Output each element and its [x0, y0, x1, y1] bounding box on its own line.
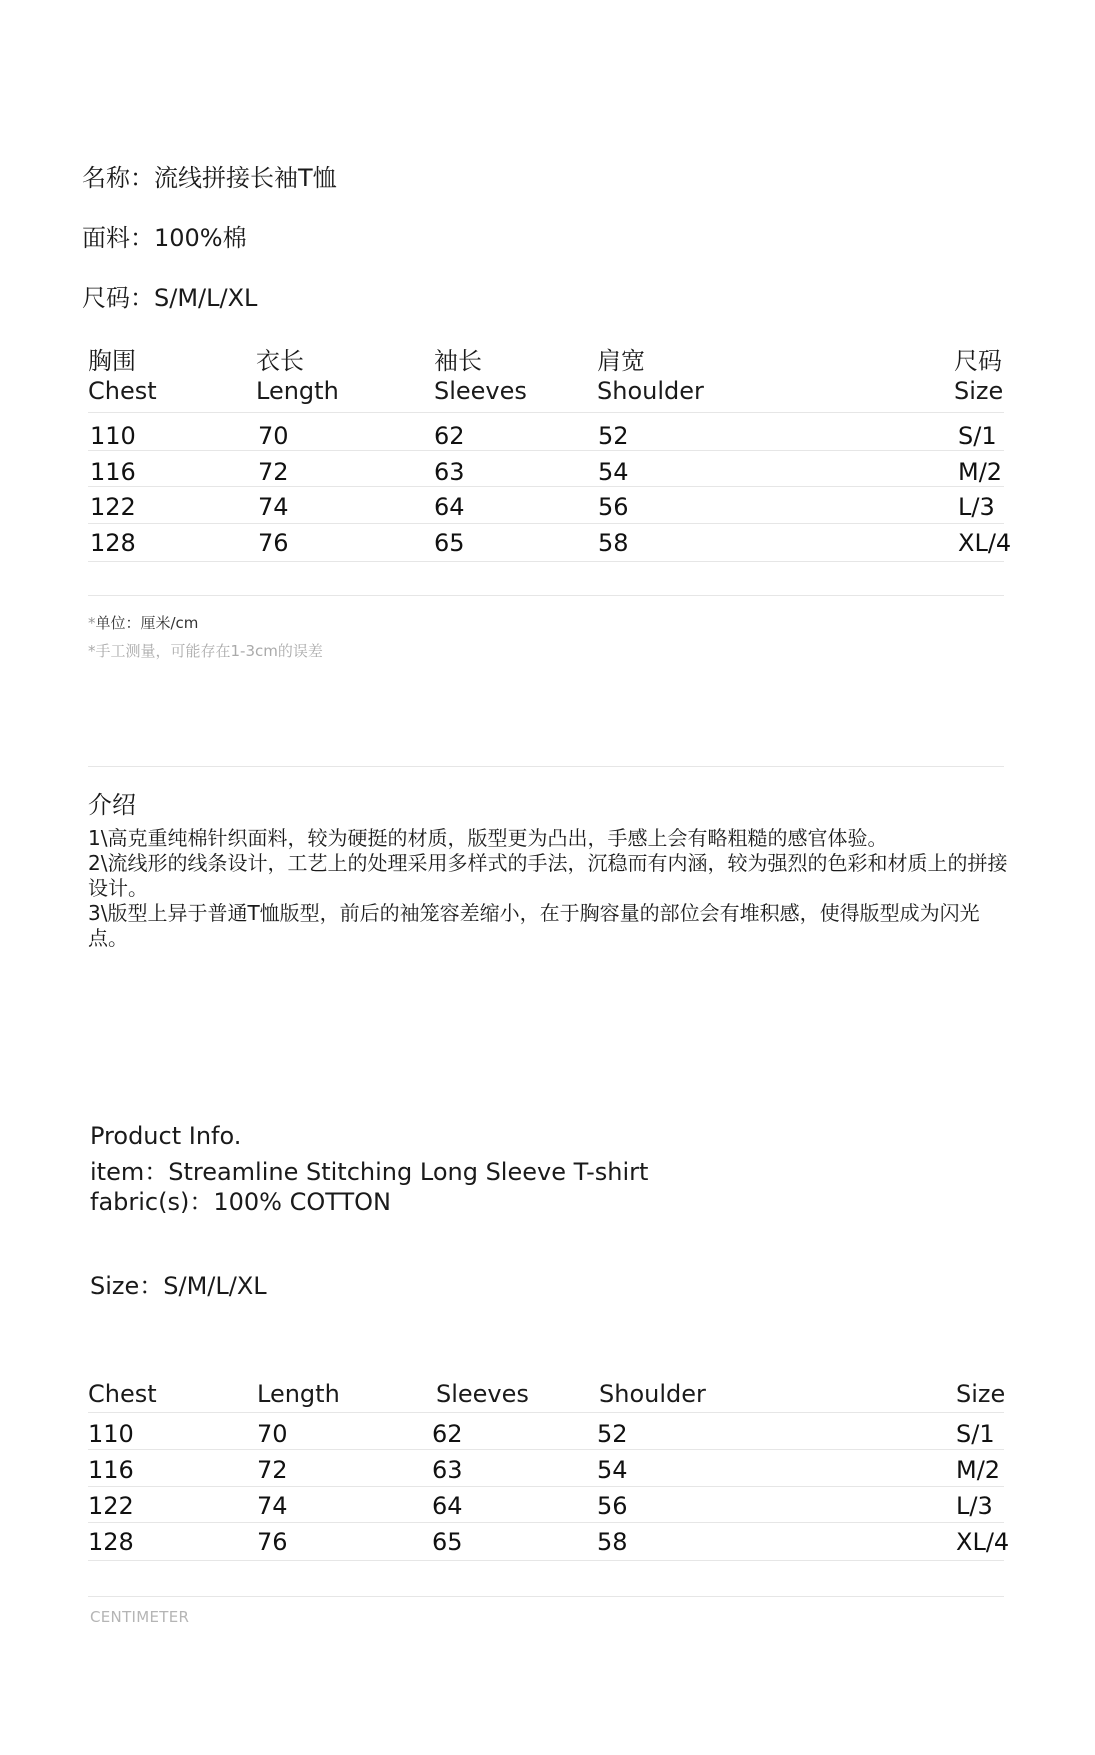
unit-note: [88, 612, 198, 633]
cell-sleeves: 62: [434, 422, 465, 450]
header-size: Size: [956, 1380, 1006, 1408]
cell-chest: 128: [88, 1528, 134, 1556]
header-chest-en: Chest: [88, 377, 157, 405]
cell-sleeves: 63: [434, 458, 465, 486]
cell-chest: 122: [88, 1492, 134, 1520]
header-sleeves-en: Sleeves: [434, 377, 527, 405]
header-chest-cn: 胸围: [88, 347, 136, 375]
product-item: item：Streamline Stitching Long Sleeve T-shirt: [90, 1158, 649, 1186]
cell-size: M/2: [958, 458, 1003, 486]
cell-size: XL/4: [956, 1528, 1010, 1556]
cell-sleeves: 62: [432, 1420, 463, 1448]
product-fabric-en: fabric(s)：100% COTTON: [90, 1188, 391, 1216]
header-chest: Chest: [88, 1380, 157, 1408]
table-footer-divider: [88, 595, 1004, 596]
header-shoulder: [597, 346, 704, 406]
cell-size: M/2: [956, 1456, 1001, 1484]
table-divider: [88, 1449, 1004, 1450]
cell-chest: 122: [90, 493, 136, 521]
cell-chest: 116: [88, 1456, 134, 1484]
header-length-cn: 衣长: [256, 347, 304, 375]
header-size: [954, 346, 1003, 406]
header-length-en: Length: [256, 377, 339, 405]
product-size: 尺码：S/M/L/XL: [82, 284, 258, 312]
table-divider: [88, 1560, 1004, 1561]
intro-paragraph: 2\流线形的线条设计，工艺上的处理采用多样式的手法，沉稳而有内涵，较为强烈的色彩和材质上的拼接设计。: [88, 851, 1008, 900]
cell-length: 74: [258, 493, 289, 521]
table-divider: [88, 412, 1004, 413]
intro-title: 介绍: [88, 791, 136, 819]
header-shoulder: Shoulder: [599, 1380, 706, 1408]
table-footer-divider: [88, 1596, 1004, 1597]
measure-note: *手工测量，可能存在1-3cm的误差: [88, 642, 323, 660]
intro-paragraph: 3\版型上异于普通T恤版型，前后的袖笼容差缩小，在于胸容量的部位会有堆积感，使得版型成为闪光点。: [88, 901, 980, 950]
table-divider: [88, 561, 1004, 562]
table-divider: [88, 486, 1004, 487]
header-length: [256, 346, 339, 406]
header-shoulder-cn: 肩宽: [597, 347, 645, 375]
cell-length: 72: [258, 458, 289, 486]
cell-sleeves: 65: [432, 1528, 463, 1556]
cell-sleeves: 64: [432, 1492, 463, 1520]
cell-length: 70: [258, 422, 289, 450]
product-fabric: 面料：100%棉: [82, 224, 247, 252]
cell-chest: 110: [88, 1420, 134, 1448]
header-sleeves: Sleeves: [436, 1380, 529, 1408]
cell-length: 70: [257, 1420, 288, 1448]
product-size-en: Size：S/M/L/XL: [90, 1272, 267, 1300]
cell-shoulder: 54: [597, 1456, 628, 1484]
product-info-title: Product Info.: [90, 1122, 242, 1150]
cell-shoulder: 52: [597, 1420, 628, 1448]
section-divider: [88, 766, 1004, 767]
cell-size: XL/4: [958, 529, 1012, 557]
table-divider: [88, 1412, 1004, 1413]
table-divider: [88, 450, 1004, 451]
table-divider: [88, 523, 1004, 524]
cell-size: L/3: [956, 1492, 993, 1520]
cell-shoulder: 58: [598, 529, 629, 557]
cell-shoulder: 52: [598, 422, 629, 450]
cell-length: 74: [257, 1492, 288, 1520]
header-sleeves-cn: 袖长: [434, 347, 482, 375]
cell-sleeves: 64: [434, 493, 465, 521]
header-length: Length: [257, 1380, 340, 1408]
cell-length: 76: [258, 529, 289, 557]
cell-length: 72: [257, 1456, 288, 1484]
intro-paragraph: 1\高克重纯棉针织面料，较为硬挺的材质，版型更为凸出，手感上会有略粗糙的感官体验。: [88, 826, 888, 850]
cell-shoulder: 56: [598, 493, 629, 521]
cell-shoulder: 58: [597, 1528, 628, 1556]
cell-sleeves: 63: [432, 1456, 463, 1484]
header-size-en: Size: [954, 377, 1004, 405]
table-divider: [88, 1486, 1004, 1487]
cell-size: S/1: [956, 1420, 995, 1448]
intro-body: [88, 826, 1008, 951]
cell-shoulder: 56: [597, 1492, 628, 1520]
unit-label-en: CENTIMETER: [90, 1608, 190, 1626]
cell-chest: 128: [90, 529, 136, 557]
cell-chest: 110: [90, 422, 136, 450]
header-size-cn: 尺码: [954, 347, 1002, 375]
cell-sleeves: 65: [434, 529, 465, 557]
header-shoulder-en: Shoulder: [597, 377, 704, 405]
unit-note-text: 单位：厘米/cm: [95, 614, 199, 632]
table-divider: [88, 1522, 1004, 1523]
cell-size: L/3: [958, 493, 995, 521]
cell-shoulder: 54: [598, 458, 629, 486]
product-name: 名称：流线拼接长袖T恤: [82, 164, 337, 192]
header-chest: [88, 346, 157, 406]
note-star: *: [88, 614, 96, 632]
cell-size: S/1: [958, 422, 997, 450]
header-sleeves: [434, 346, 527, 406]
cell-length: 76: [257, 1528, 288, 1556]
cell-chest: 116: [90, 458, 136, 486]
